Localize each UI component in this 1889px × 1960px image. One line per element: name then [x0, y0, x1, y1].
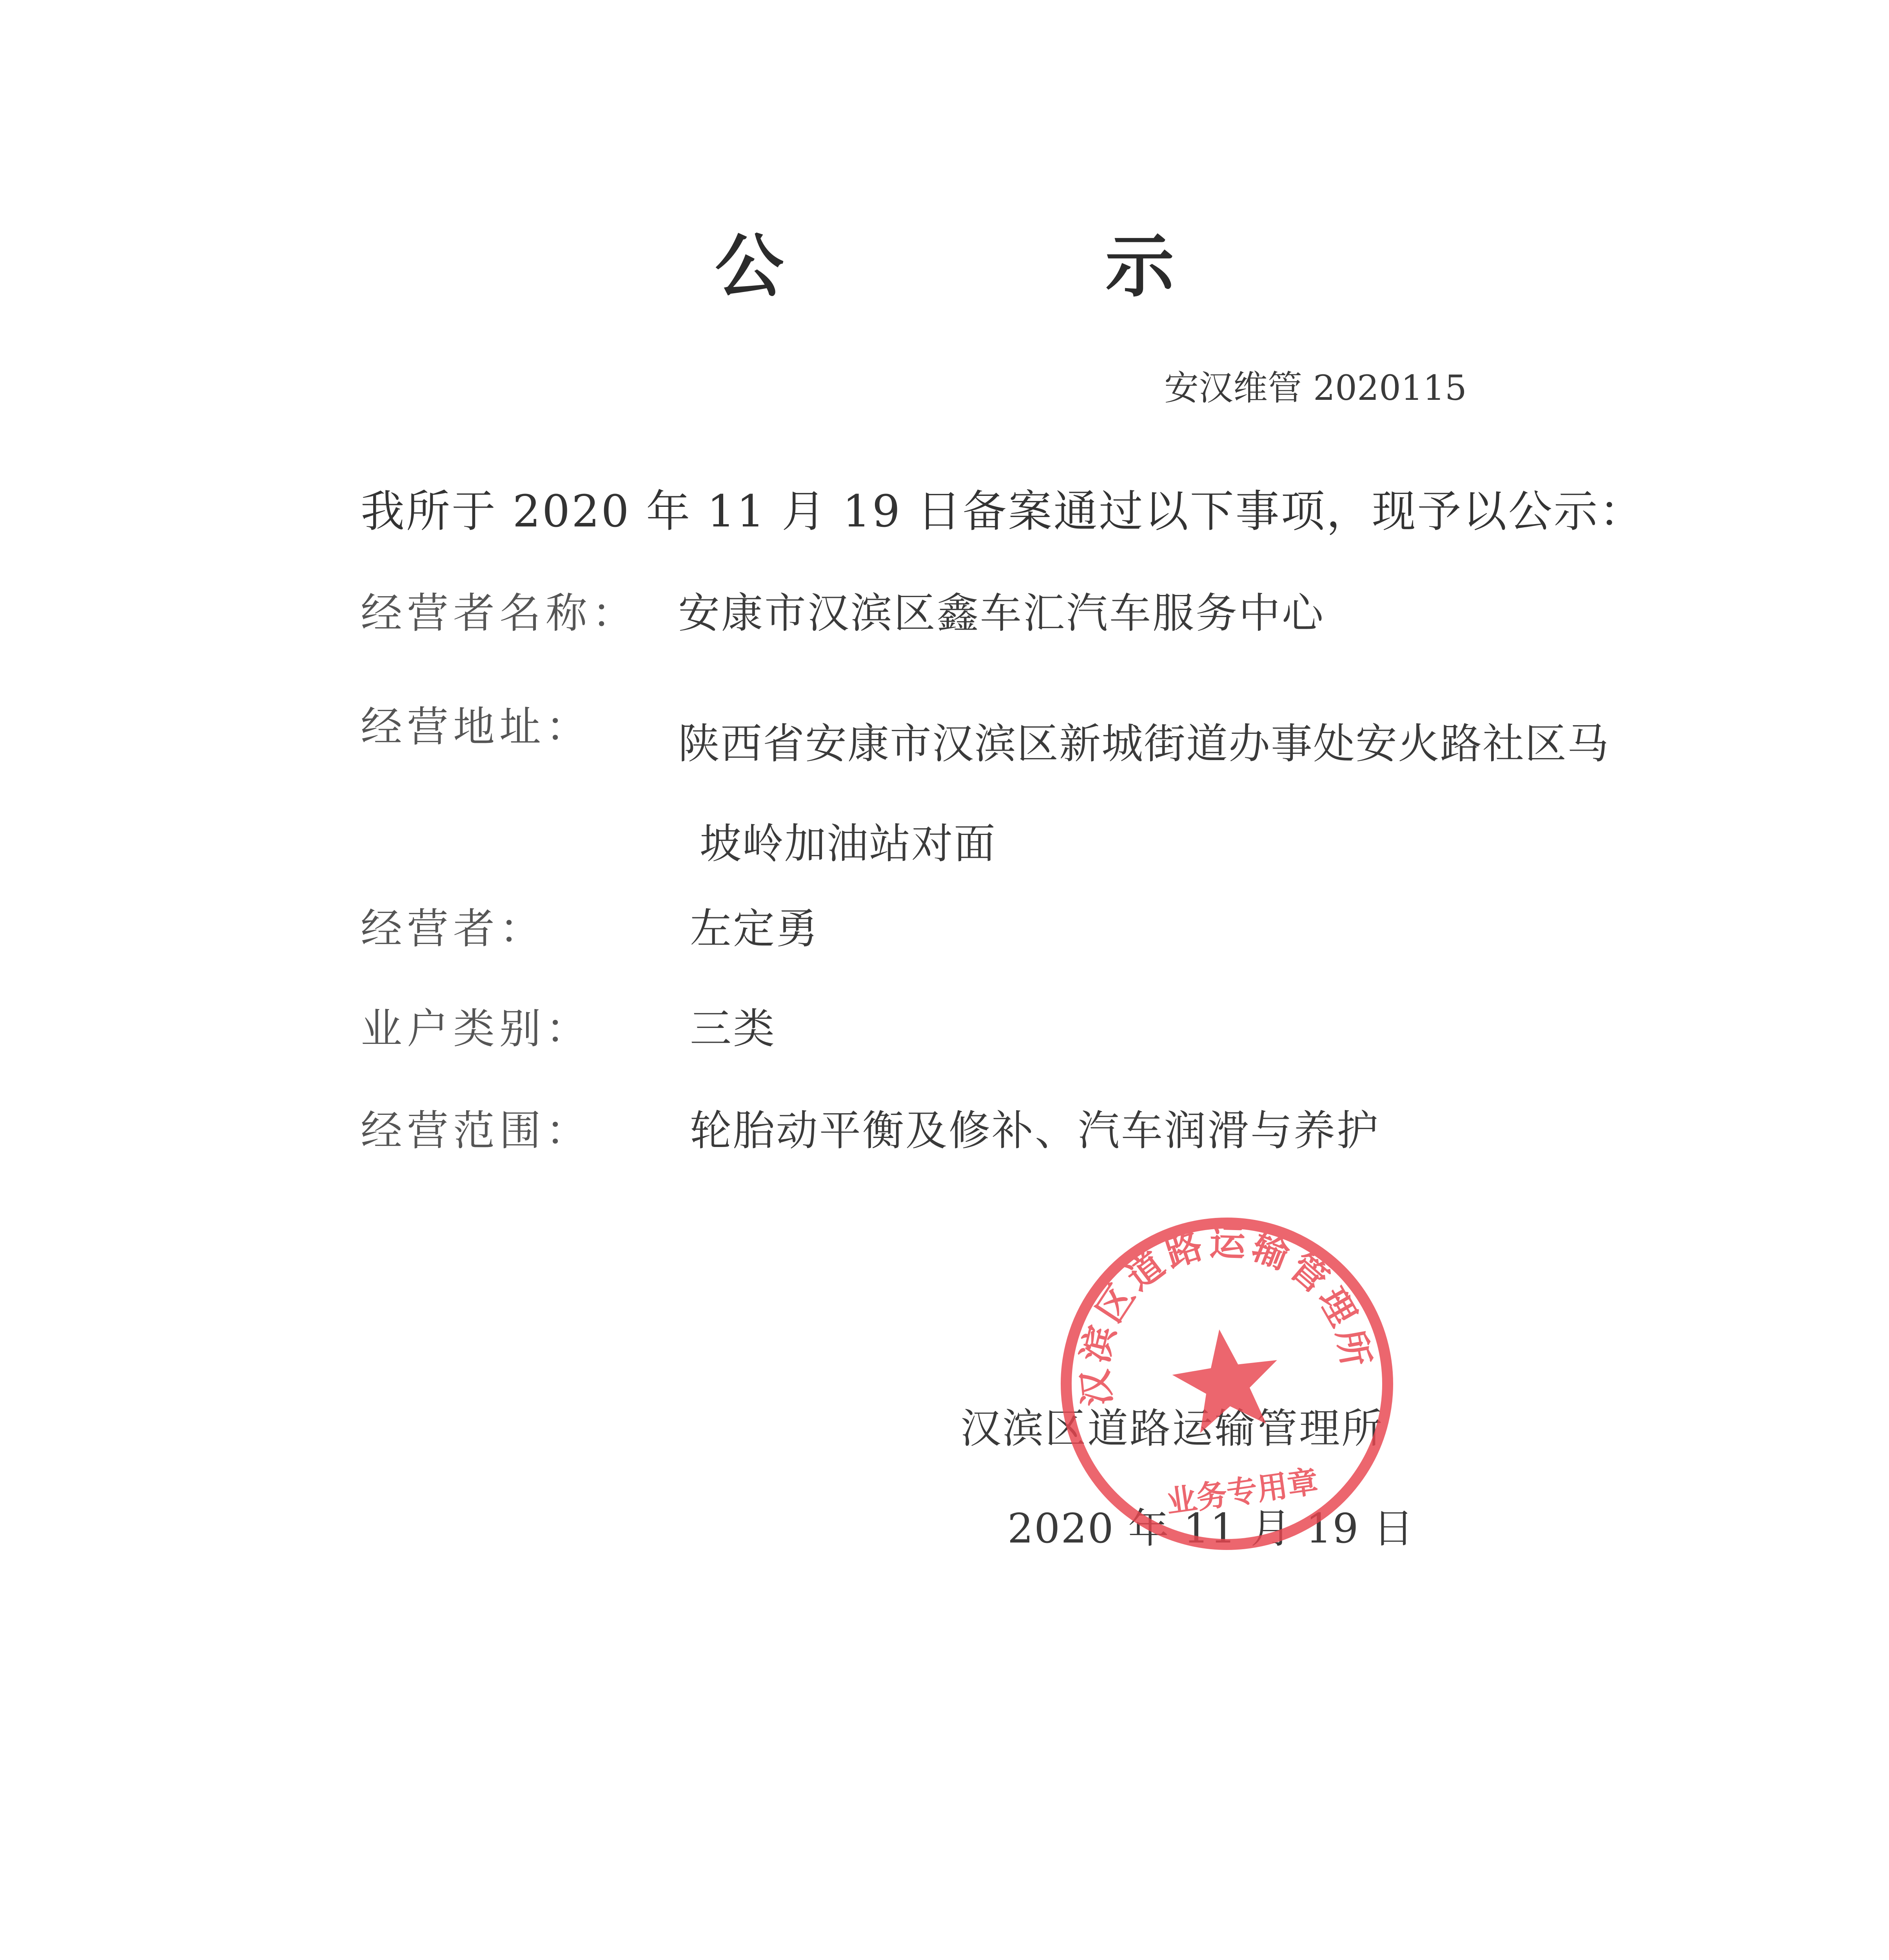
document-title: 公 示 [715, 226, 1323, 307]
business-scope-value: 轮胎动平衡及修补、汽车润滑与养护 [690, 1107, 1380, 1155]
business-category-value: 三类 [690, 1005, 776, 1053]
business-category-label: 业户类别： [361, 1005, 592, 1053]
business-address-label: 经营地址： [361, 703, 592, 751]
official-seal [1032, 1189, 1422, 1579]
signature-date: 2020 年 11 月 19 日 [1007, 1504, 1415, 1552]
business-scope-label: 经营范围： [361, 1107, 592, 1155]
operator-value: 左定勇 [690, 905, 819, 953]
business-address-value [678, 694, 1627, 894]
operator-label: 经营者： [361, 905, 546, 953]
seal-bottom-text: 业务专用章 [1164, 1464, 1321, 1520]
operator-name-label: 经营者名称： [361, 589, 638, 637]
seal-ring-text: 汉滨区道路运输管理所 [1073, 1221, 1378, 1408]
business-address-line-2: 坡岭加油站对面 [700, 820, 996, 868]
seal-star-icon [1167, 1322, 1286, 1436]
document-number: 安汉维管 2020115 [1164, 368, 1467, 408]
operator-name-value: 安康市汉滨区鑫车汇汽车服务中心 [678, 589, 1325, 637]
intro-paragraph: 我所于 2020 年 11 月 19 日备案通过以下事项，现予以公示： [361, 486, 1645, 537]
signature-organization: 汉滨区道路运输管理所 [960, 1405, 1384, 1452]
business-address-line-1: 陕西省安康市汉滨区新城街道办事处安火路社区马 [678, 720, 1610, 768]
